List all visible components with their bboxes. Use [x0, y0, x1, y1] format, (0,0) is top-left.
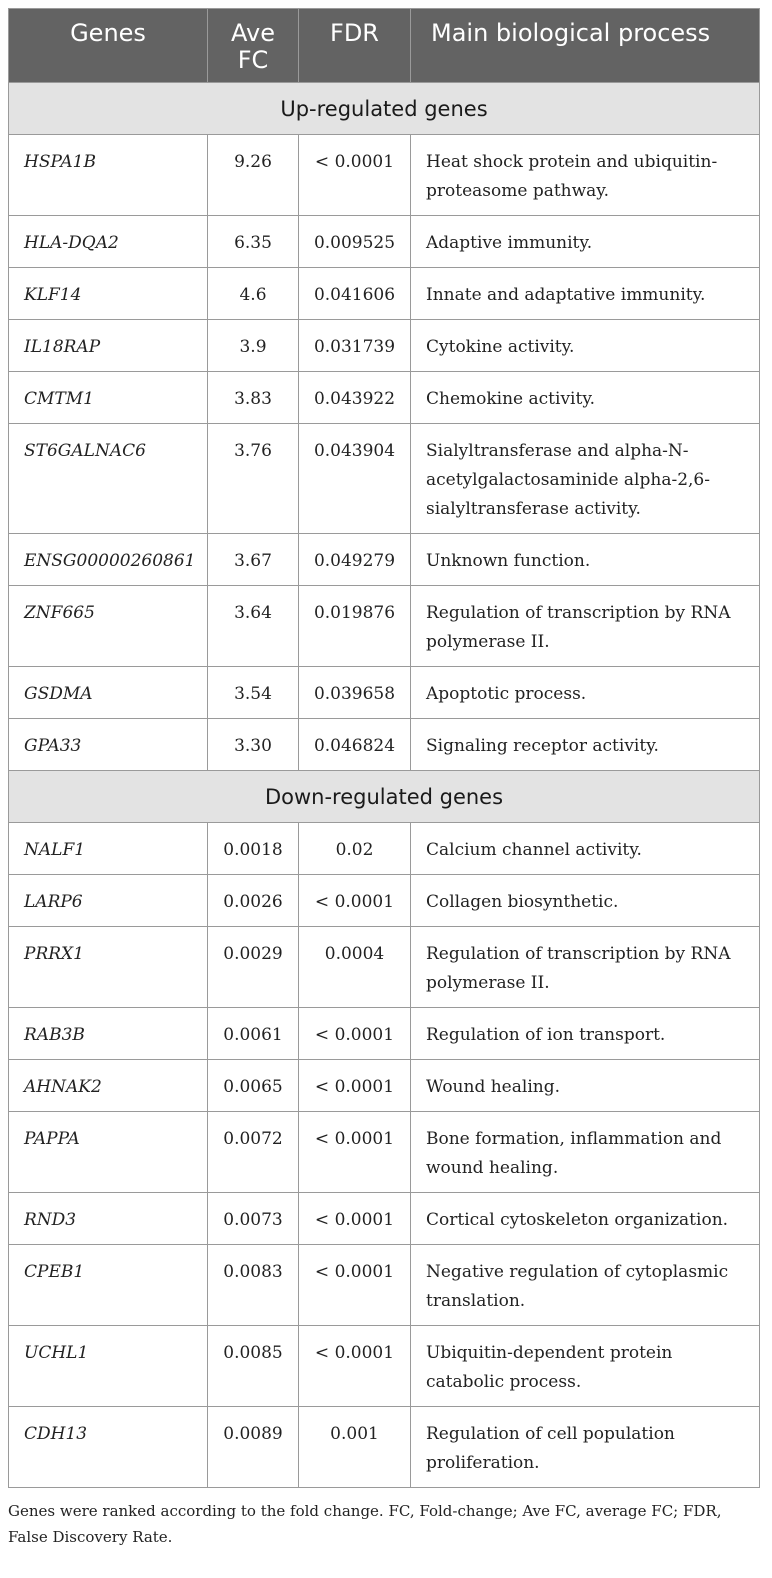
table-row	[9, 667, 760, 719]
process-cell: Collagen biosynthetic.	[411, 875, 760, 927]
process-cell: Regulation of transcription by RNA polymerase II.	[411, 927, 760, 1008]
ave-fc-cell: 0.0065	[208, 1060, 299, 1112]
ave-fc-cell: 9.26	[208, 135, 299, 216]
gene-cell: HLA-DQA2	[9, 216, 208, 268]
gene-cell: GPA33	[9, 719, 208, 771]
table-row	[9, 927, 760, 1008]
gene-cell: PRRX1	[9, 927, 208, 1008]
gene-cell: IL18RAP	[9, 320, 208, 372]
process-cell: Heat shock protein and ubiquitin-proteasome pathway.	[411, 135, 760, 216]
ave-fc-cell: 0.0072	[208, 1112, 299, 1193]
process-cell: Unknown function.	[411, 534, 760, 586]
document-page	[8, 8, 759, 1550]
ave-fc-cell: 0.0089	[208, 1407, 299, 1488]
gene-cell: HSPA1B	[9, 135, 208, 216]
table-row	[9, 216, 760, 268]
header-ave-fc: Ave FC	[208, 9, 299, 83]
fdr-cell: < 0.0001	[299, 1245, 411, 1326]
fdr-cell: < 0.0001	[299, 1008, 411, 1060]
fdr-cell: 0.039658	[299, 667, 411, 719]
table-header	[9, 9, 760, 83]
ave-fc-cell: 0.0073	[208, 1193, 299, 1245]
process-cell: Signaling receptor activity.	[411, 719, 760, 771]
fdr-cell: < 0.0001	[299, 1326, 411, 1407]
ave-fc-cell: 3.9	[208, 320, 299, 372]
process-cell: Bone formation, inflammation and wound healing.	[411, 1112, 760, 1193]
gene-cell: ENSG00000260861	[9, 534, 208, 586]
gene-cell: RAB3B	[9, 1008, 208, 1060]
header-fdr: FDR	[299, 9, 411, 83]
process-cell: Ubiquitin-dependent protein catabolic process.	[411, 1326, 760, 1407]
process-cell: Regulation of ion transport.	[411, 1008, 760, 1060]
table-row	[9, 823, 760, 875]
ave-fc-cell: 3.67	[208, 534, 299, 586]
table-row	[9, 875, 760, 927]
process-cell: Chemokine activity.	[411, 372, 760, 424]
table-row	[9, 1245, 760, 1326]
fdr-cell: 0.043922	[299, 372, 411, 424]
gene-cell: KLF14	[9, 268, 208, 320]
gene-cell: ZNF665	[9, 586, 208, 667]
fdr-cell: 0.02	[299, 823, 411, 875]
gene-cell: PAPPA	[9, 1112, 208, 1193]
table-footnote: Genes were ranked according to the fold change. FC, Fold-change; Ave FC, average FC; FDR, False Discovery Rate.	[8, 1502, 722, 1546]
section-title: Up-regulated genes	[9, 83, 760, 135]
fdr-cell: 0.009525	[299, 216, 411, 268]
gene-cell: CPEB1	[9, 1245, 208, 1326]
gene-cell: ST6GALNAC6	[9, 424, 208, 534]
fdr-cell: < 0.0001	[299, 1112, 411, 1193]
process-cell: Calcium channel activity.	[411, 823, 760, 875]
ave-fc-cell: 0.0061	[208, 1008, 299, 1060]
ave-fc-cell: 3.83	[208, 372, 299, 424]
gene-cell: RND3	[9, 1193, 208, 1245]
table-row	[9, 1326, 760, 1407]
ave-fc-cell: 3.64	[208, 586, 299, 667]
ave-fc-cell: 4.6	[208, 268, 299, 320]
process-cell: Apoptotic process.	[411, 667, 760, 719]
table-row	[9, 424, 760, 534]
fdr-cell: 0.031739	[299, 320, 411, 372]
fdr-cell: < 0.0001	[299, 1193, 411, 1245]
process-cell: Innate and adaptative immunity.	[411, 268, 760, 320]
ave-fc-cell: 6.35	[208, 216, 299, 268]
gene-cell: CDH13	[9, 1407, 208, 1488]
ave-fc-cell: 3.76	[208, 424, 299, 534]
process-cell: Regulation of cell population proliferation.	[411, 1407, 760, 1488]
table-row	[9, 1112, 760, 1193]
gene-cell: LARP6	[9, 875, 208, 927]
section-row	[9, 771, 760, 823]
fdr-cell: < 0.0001	[299, 1060, 411, 1112]
ave-fc-cell: 0.0085	[208, 1326, 299, 1407]
table-row	[9, 719, 760, 771]
table-row	[9, 1407, 760, 1488]
table-row	[9, 1008, 760, 1060]
ave-fc-cell: 0.0018	[208, 823, 299, 875]
process-cell: Regulation of transcription by RNA polymerase II.	[411, 586, 760, 667]
process-cell: Cortical cytoskeleton organization.	[411, 1193, 760, 1245]
fdr-cell: 0.001	[299, 1407, 411, 1488]
table-row	[9, 268, 760, 320]
header-process: Main biological process	[411, 9, 760, 83]
gene-cell: CMTM1	[9, 372, 208, 424]
ave-fc-cell: 3.30	[208, 719, 299, 771]
gene-cell: UCHL1	[9, 1326, 208, 1407]
table-row	[9, 586, 760, 667]
ave-fc-cell: 0.0026	[208, 875, 299, 927]
ave-fc-cell: 3.54	[208, 667, 299, 719]
table-body	[9, 83, 760, 1488]
process-cell: Wound healing.	[411, 1060, 760, 1112]
fdr-cell: 0.019876	[299, 586, 411, 667]
fdr-cell: < 0.0001	[299, 875, 411, 927]
fdr-cell: 0.046824	[299, 719, 411, 771]
table-row	[9, 1060, 760, 1112]
table-row	[9, 135, 760, 216]
table-row	[9, 1193, 760, 1245]
table-row	[9, 320, 760, 372]
table-row	[9, 372, 760, 424]
gene-cell: NALF1	[9, 823, 208, 875]
gene-table	[8, 8, 760, 1488]
gene-cell: AHNAK2	[9, 1060, 208, 1112]
gene-cell: GSDMA	[9, 667, 208, 719]
fdr-cell: 0.041606	[299, 268, 411, 320]
fdr-cell: < 0.0001	[299, 135, 411, 216]
ave-fc-cell: 0.0083	[208, 1245, 299, 1326]
ave-fc-cell: 0.0029	[208, 927, 299, 1008]
header-genes: Genes	[9, 9, 208, 83]
fdr-cell: 0.0004	[299, 927, 411, 1008]
fdr-cell: 0.043904	[299, 424, 411, 534]
process-cell: Adaptive immunity.	[411, 216, 760, 268]
process-cell: Sialyltransferase and alpha-N-acetylgalactosaminide alpha-2,6-sialyltransferase activity.	[411, 424, 760, 534]
table-row	[9, 534, 760, 586]
process-cell: Negative regulation of cytoplasmic translation.	[411, 1245, 760, 1326]
section-title: Down-regulated genes	[9, 771, 760, 823]
section-row	[9, 83, 760, 135]
fdr-cell: 0.049279	[299, 534, 411, 586]
process-cell: Cytokine activity.	[411, 320, 760, 372]
